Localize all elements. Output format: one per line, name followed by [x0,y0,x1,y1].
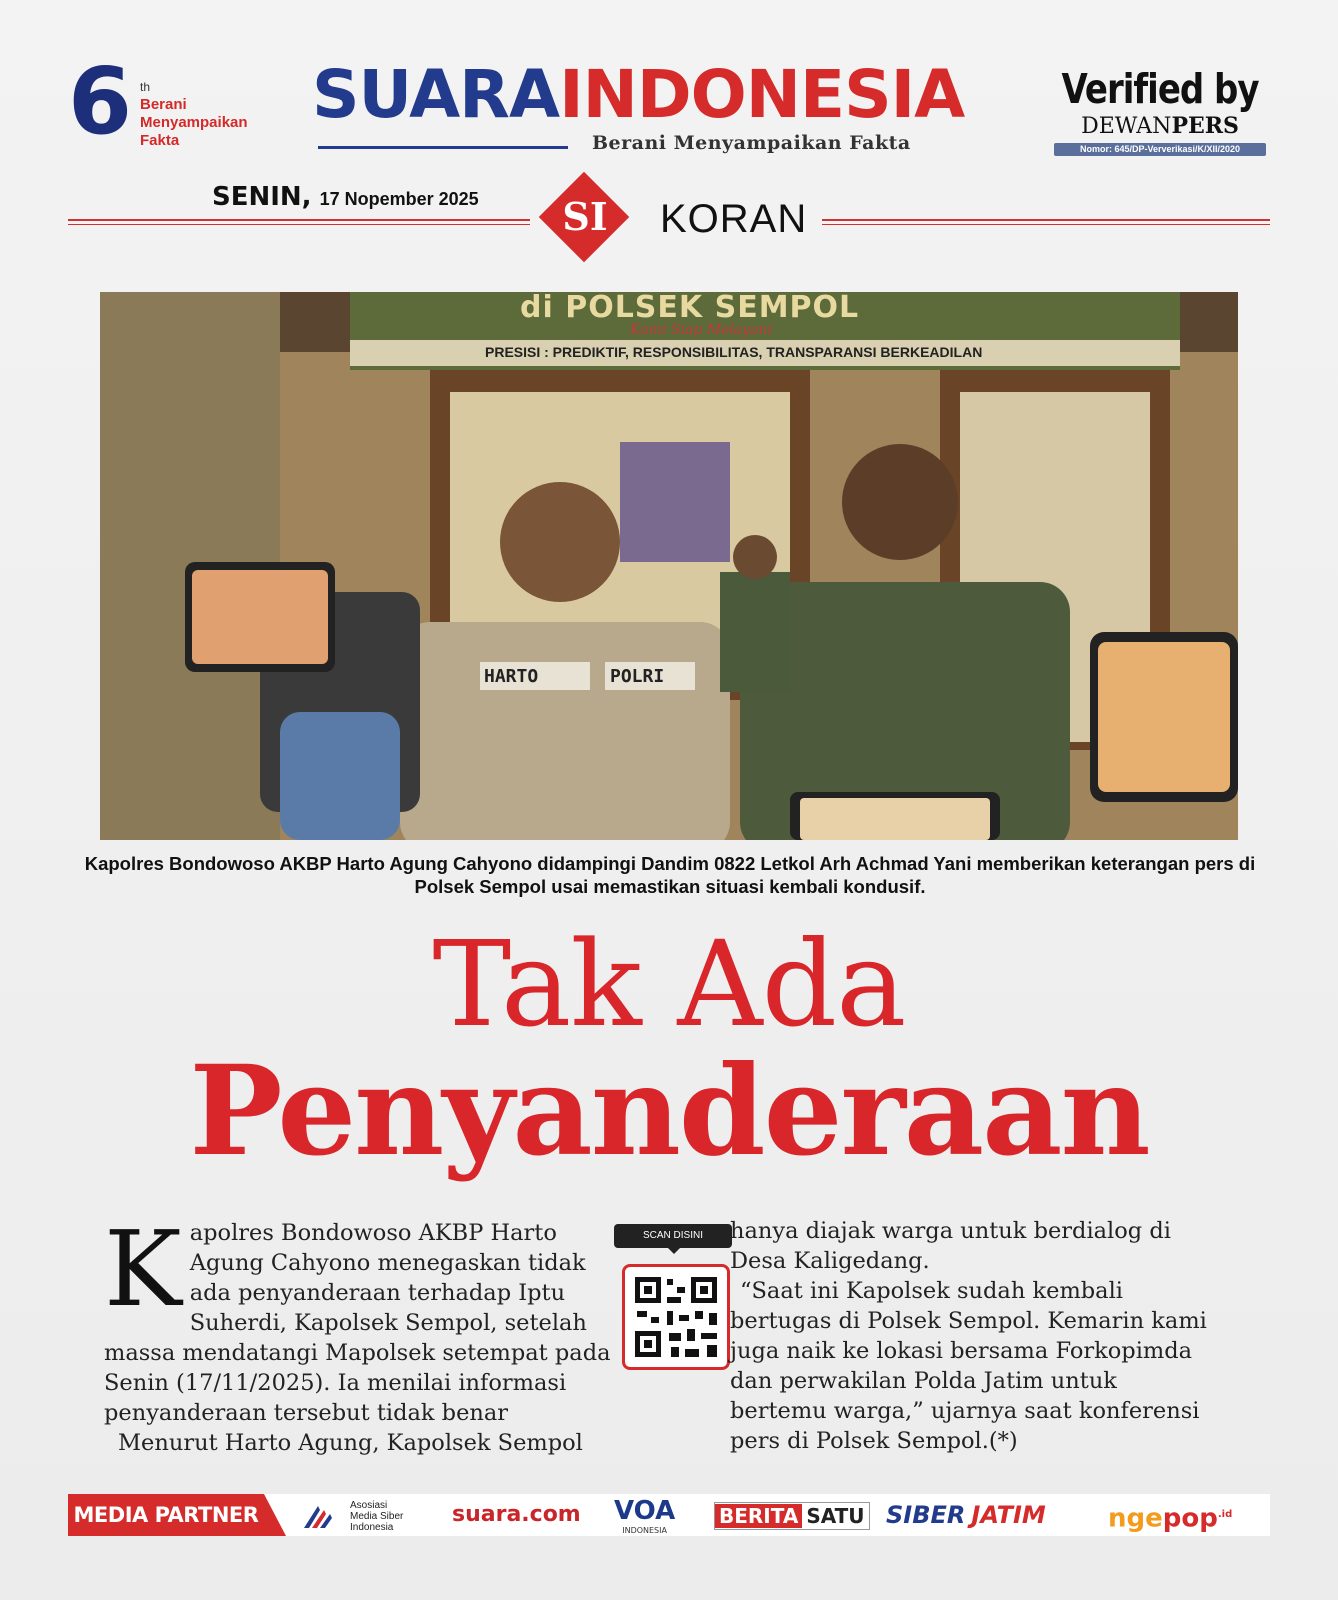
brand-rule [318,146,568,149]
photo-banner-motto: PRESISI : PREDIKTIF, RESPONSIBILITAS, TRANSPARANSI BERKEADILAN [485,344,983,360]
amsi-icon [304,1502,344,1528]
issue-day: SENIN, [212,182,312,212]
news-photo [100,292,1238,840]
headline-line-2: Penyanderaan [189,1039,1149,1184]
article-paragraph: hanya diajak warga untuk berdialog di Desa Kaligedang. [730,1218,1171,1274]
berita-text: BERITA [715,1504,802,1528]
anniversary-number: 6 [68,48,133,155]
partner-beritasatu-logo[interactable] [714,1502,870,1530]
amsi-line: Media Siber [350,1511,404,1522]
tagline-line: Berani [140,96,187,113]
partner-siberjatim-logo[interactable] [886,1494,1046,1536]
newspaper-logo[interactable] [312,58,1022,158]
nge-text: nge [1108,1503,1163,1534]
anniversary-tagline [140,96,280,150]
tagline-line: Fakta [140,132,180,149]
name-tag-harto: HARTO [484,666,539,687]
dewan-text: DEWAN [1081,114,1172,139]
header-rule-left [68,219,530,225]
voa-subtext: INDONESIA [622,1526,667,1535]
drop-cap: K [104,1208,182,1330]
partner-suara-logo[interactable]: suara.com [452,1502,581,1527]
photo-banner-title: di POLSEK SEMPOL [520,292,860,325]
article-column-1 [104,1208,634,1458]
tagline-line: Menyampaikan [140,114,248,131]
verified-badge [1050,66,1270,166]
amsi-text [350,1500,403,1533]
id-text: .id [1217,1509,1233,1520]
article-paragraph: apolres Bondowoso AKBP Harto Agung Cahyono menegaskan tidak ada penyanderaan terhadap Iptu Suherdi, Kapolsek Sempol, setelah massa mendatangi Mapolsek setempat pada Senin (17/11/2025). Ia menilai informasi penyanderaan tersebut tidak benar [104,1220,611,1426]
name-tag-polri: POLRI [610,666,665,687]
headline [0,915,1338,1184]
photo-banner-subtitle: Kami Siap Melayani [630,322,773,338]
pop-text: pop [1162,1503,1218,1534]
article-paragraph: Menurut Harto Agung, Kapolsek Sempol [118,1430,583,1456]
brand-name [312,58,964,132]
partner-ngepop-logo[interactable] [1108,1494,1232,1536]
qr-scan-label: SCAN DISINI [614,1224,732,1248]
media-partner-label: MEDIA PARTNER [68,1494,264,1536]
brand-word-indonesia: INDONESIA [559,56,965,133]
verification-number: Nomor: 645/DP-Ververikasi/K/XII/2020 [1054,143,1266,156]
voa-text: VOA [614,1496,676,1526]
article-paragraph: “Saat ini Kapolsek sudah kembali bertugas di Polsek Sempol. Kemarin kami juga naik ke lokasi bersama Forkopimda dan perwakilan Polda Jatim untuk bertemu warga,” ujarnya saat konferensi pers di Polsek Sempol.(*) [730,1278,1207,1454]
brand-word-suara: SUARA [312,56,560,133]
headline-line-1: Tak Ada [432,915,906,1053]
partner-voa-logo[interactable] [614,1496,675,1538]
issue-date: 17 Nopember 2025 [319,189,479,209]
satu-text: SATU [806,1504,865,1528]
jatim-text: JATIM [971,1501,1046,1529]
verified-title: Verified by [1061,66,1259,114]
anniversary-suffix: th [140,80,151,94]
dewan-pers-logo [1050,114,1270,139]
photo-scene-illustration [100,292,1238,840]
siber-text: SIBER [886,1501,966,1529]
article-column-2 [688,1216,1208,1456]
pers-text: PERS [1171,113,1239,139]
anniversary-badge [68,48,278,156]
section-label: KORAN [660,197,808,241]
si-logo-text: SI [562,194,608,239]
dateline [212,182,479,212]
photo-caption: Kapolres Bondowoso AKBP Harto Agung Cahyono didampingi Dandim 0822 Letkol Arh Achmad Yani memberikan keterangan pers di Polsek Sempol usai memastikan situasi kembali kondusif. [84,853,1256,897]
si-logo [540,173,630,263]
header-rule-right [822,219,1270,225]
amsi-line: Indonesia [350,1522,394,1533]
amsi-line: Asosiasi [350,1500,388,1511]
media-partner-bar [68,1494,1270,1536]
brand-slogan: Berani Menyampaikan Fakta [592,132,911,154]
